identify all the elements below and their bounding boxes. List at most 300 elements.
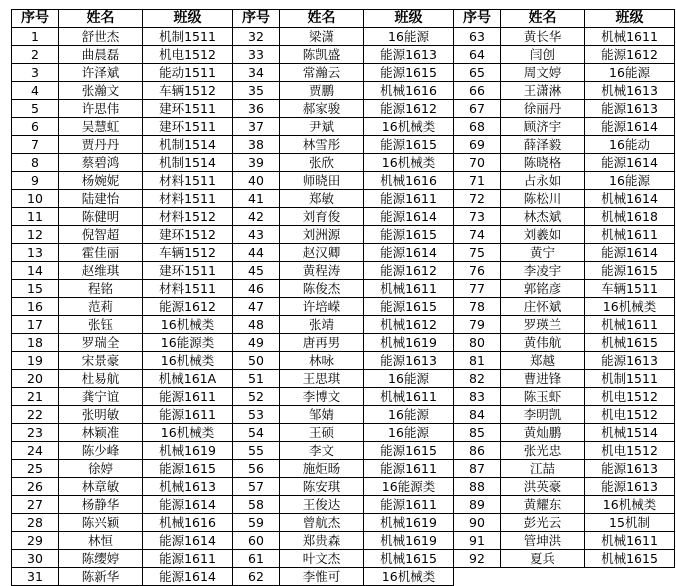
table-row <box>12 244 675 262</box>
cell-no: 26 <box>12 478 59 496</box>
cell-no: 90 <box>454 514 501 532</box>
cell-no: 9 <box>12 172 59 190</box>
table-row <box>12 46 675 64</box>
cell-no: 1 <box>12 28 59 46</box>
cell-name: 陈凯盛 <box>280 46 364 64</box>
cell-no: 66 <box>454 82 501 100</box>
cell-class: 15机制 <box>585 514 675 532</box>
cell-class: 机械1611 <box>585 226 675 244</box>
cell-class: 能源1613 <box>364 46 454 64</box>
table-row <box>12 280 675 298</box>
cell-name: 张瀚文 <box>59 82 143 100</box>
cell-name: 尹斌 <box>280 118 364 136</box>
cell-no: 50 <box>233 352 280 370</box>
table-row <box>12 514 675 532</box>
cell-name: 陈缨婷 <box>59 550 143 568</box>
cell-no: 52 <box>233 388 280 406</box>
cell-name: 林杰斌 <box>501 208 585 226</box>
cell-name: 刘羲如 <box>501 226 585 244</box>
cell-class: 16能源 <box>585 64 675 82</box>
cell-no: 57 <box>233 478 280 496</box>
table-row <box>12 172 675 190</box>
cell-name: 李文 <box>280 442 364 460</box>
cell-no: 21 <box>12 388 59 406</box>
cell-no: 2 <box>12 46 59 64</box>
cell-name: 黄程涛 <box>280 262 364 280</box>
cell-no: 88 <box>454 478 501 496</box>
cell-name: 王思琪 <box>280 370 364 388</box>
cell-no: 18 <box>12 334 59 352</box>
cell-no: 19 <box>12 352 59 370</box>
cell-no: 65 <box>454 64 501 82</box>
header-no: 序号 <box>233 10 280 28</box>
table-row <box>12 298 675 316</box>
cell-class: 能源1611 <box>364 496 454 514</box>
cell-name: 杨婉妮 <box>59 172 143 190</box>
cell-class: 车辆1512 <box>143 244 233 262</box>
cell-class: 机制1511 <box>143 28 233 46</box>
cell-no: 16 <box>12 298 59 316</box>
empty-cell <box>501 568 585 586</box>
cell-no: 56 <box>233 460 280 478</box>
cell-class: 能源1615 <box>364 64 454 82</box>
cell-no: 55 <box>233 442 280 460</box>
header-name: 姓名 <box>280 10 364 28</box>
cell-name: 黄宁 <box>501 244 585 262</box>
cell-class: 机械1612 <box>364 316 454 334</box>
student-roster-table <box>11 9 675 586</box>
table-row <box>12 190 675 208</box>
cell-no: 12 <box>12 226 59 244</box>
table-row <box>12 136 675 154</box>
cell-class: 机械1619 <box>364 334 454 352</box>
cell-name: 罗瑛兰 <box>501 316 585 334</box>
cell-no: 41 <box>233 190 280 208</box>
cell-name: 范莉 <box>59 298 143 316</box>
cell-class: 16机械类 <box>143 352 233 370</box>
table-row <box>12 478 675 496</box>
cell-name: 贾鹏 <box>280 82 364 100</box>
cell-no: 61 <box>233 550 280 568</box>
cell-name: 林雪彤 <box>280 136 364 154</box>
header-no: 序号 <box>12 10 59 28</box>
cell-class: 能源1614 <box>585 244 675 262</box>
cell-name: 黄伟航 <box>501 334 585 352</box>
table-row <box>12 100 675 118</box>
cell-no: 15 <box>12 280 59 298</box>
cell-class: 材料1511 <box>143 172 233 190</box>
cell-no: 24 <box>12 442 59 460</box>
cell-no: 86 <box>454 442 501 460</box>
header-name: 姓名 <box>501 10 585 28</box>
empty-cell <box>585 568 675 586</box>
cell-no: 67 <box>454 100 501 118</box>
cell-no: 30 <box>12 550 59 568</box>
cell-class: 能源1613 <box>364 352 454 370</box>
cell-name: 张明敏 <box>59 406 143 424</box>
cell-no: 47 <box>233 298 280 316</box>
cell-class: 能源1613 <box>585 100 675 118</box>
cell-class: 16能源 <box>364 424 454 442</box>
cell-name: 贾丹丹 <box>59 136 143 154</box>
cell-no: 91 <box>454 532 501 550</box>
cell-class: 建环1511 <box>143 100 233 118</box>
cell-class: 能源1613 <box>585 478 675 496</box>
cell-name: 张钰 <box>59 316 143 334</box>
cell-no: 51 <box>233 370 280 388</box>
cell-name: 彭光云 <box>501 514 585 532</box>
cell-class: 机械161A <box>143 370 233 388</box>
cell-class: 16机械类 <box>364 568 454 586</box>
cell-no: 78 <box>454 298 501 316</box>
cell-name: 陈玉虾 <box>501 388 585 406</box>
cell-class: 16能源 <box>364 28 454 46</box>
cell-no: 64 <box>454 46 501 64</box>
cell-name: 施炬旸 <box>280 460 364 478</box>
cell-name: 陈俊杰 <box>280 280 364 298</box>
cell-class: 16能源类 <box>364 478 454 496</box>
cell-class: 机械1615 <box>585 550 675 568</box>
cell-no: 35 <box>233 82 280 100</box>
cell-no: 49 <box>233 334 280 352</box>
cell-name: 夏兵 <box>501 550 585 568</box>
cell-no: 4 <box>12 82 59 100</box>
cell-name: 刘育俊 <box>280 208 364 226</box>
cell-name: 许培嵘 <box>280 298 364 316</box>
cell-name: 郑敏 <box>280 190 364 208</box>
cell-no: 33 <box>233 46 280 64</box>
header-class: 班级 <box>364 10 454 28</box>
cell-class: 机械1613 <box>143 478 233 496</box>
cell-name: 薛泽毅 <box>501 136 585 154</box>
cell-class: 能源1615 <box>364 226 454 244</box>
cell-class: 机电1512 <box>585 388 675 406</box>
cell-no: 92 <box>454 550 501 568</box>
cell-name: 梁潇 <box>280 28 364 46</box>
cell-no: 36 <box>233 100 280 118</box>
cell-no: 40 <box>233 172 280 190</box>
cell-no: 69 <box>454 136 501 154</box>
table-row <box>12 226 675 244</box>
cell-no: 25 <box>12 460 59 478</box>
cell-class: 16能源 <box>585 172 675 190</box>
cell-class: 能源1611 <box>143 406 233 424</box>
table-row <box>12 118 675 136</box>
cell-class: 机械1619 <box>364 532 454 550</box>
cell-class: 能源1614 <box>143 532 233 550</box>
cell-class: 16机械类 <box>585 298 675 316</box>
table-row <box>12 550 675 568</box>
cell-no: 81 <box>454 352 501 370</box>
cell-name: 徐丽丹 <box>501 100 585 118</box>
cell-class: 车辆1511 <box>585 280 675 298</box>
cell-class: 机械1619 <box>364 514 454 532</box>
cell-name: 张靖 <box>280 316 364 334</box>
cell-name: 郑越 <box>501 352 585 370</box>
cell-class: 机械1615 <box>364 550 454 568</box>
cell-class: 机械1616 <box>143 514 233 532</box>
table-row <box>12 154 675 172</box>
cell-class: 机械1618 <box>585 208 675 226</box>
cell-no: 76 <box>454 262 501 280</box>
cell-class: 能源1612 <box>364 100 454 118</box>
cell-name: 李明凯 <box>501 406 585 424</box>
cell-class: 车辆1512 <box>143 82 233 100</box>
cell-name: 林颖准 <box>59 424 143 442</box>
cell-no: 44 <box>233 244 280 262</box>
cell-name: 陈健明 <box>59 208 143 226</box>
header-name: 姓名 <box>59 10 143 28</box>
cell-class: 建环1511 <box>143 118 233 136</box>
cell-no: 58 <box>233 496 280 514</box>
cell-class: 能源1611 <box>364 460 454 478</box>
cell-name: 陈新华 <box>59 568 143 586</box>
table-row <box>12 406 675 424</box>
cell-no: 6 <box>12 118 59 136</box>
cell-no: 89 <box>454 496 501 514</box>
cell-class: 机械1611 <box>364 388 454 406</box>
table-row <box>12 568 675 586</box>
cell-class: 材料1511 <box>143 280 233 298</box>
cell-class: 16能动 <box>585 136 675 154</box>
table-row <box>12 262 675 280</box>
cell-class: 机械1611 <box>585 316 675 334</box>
table-row <box>12 334 675 352</box>
cell-name: 王俊达 <box>280 496 364 514</box>
header-class: 班级 <box>585 10 675 28</box>
cell-name: 黄灿鹏 <box>501 424 585 442</box>
cell-no: 85 <box>454 424 501 442</box>
cell-class: 机械1514 <box>585 424 675 442</box>
table-row <box>12 460 675 478</box>
cell-class: 能源1614 <box>143 568 233 586</box>
cell-name: 李博文 <box>280 388 364 406</box>
cell-no: 77 <box>454 280 501 298</box>
cell-no: 70 <box>454 154 501 172</box>
cell-name: 邹婧 <box>280 406 364 424</box>
cell-name: 管坤洪 <box>501 532 585 550</box>
cell-class: 材料1511 <box>143 190 233 208</box>
cell-class: 能源1614 <box>585 118 675 136</box>
cell-no: 74 <box>454 226 501 244</box>
cell-no: 22 <box>12 406 59 424</box>
cell-no: 14 <box>12 262 59 280</box>
cell-name: 郭铭彦 <box>501 280 585 298</box>
cell-name: 杨静华 <box>59 496 143 514</box>
cell-name: 叶文杰 <box>280 550 364 568</box>
cell-class: 能源1611 <box>143 550 233 568</box>
cell-class: 能动1511 <box>143 64 233 82</box>
cell-class: 能源1614 <box>364 244 454 262</box>
cell-class: 能源1615 <box>364 136 454 154</box>
cell-name: 王硕 <box>280 424 364 442</box>
cell-name: 闫创 <box>501 46 585 64</box>
cell-class: 能源1613 <box>585 460 675 478</box>
cell-name: 倪智超 <box>59 226 143 244</box>
header-class: 班级 <box>143 10 233 28</box>
cell-name: 许思伟 <box>59 100 143 118</box>
cell-name: 宋景豪 <box>59 352 143 370</box>
table-row <box>12 82 675 100</box>
cell-name: 霍佳丽 <box>59 244 143 262</box>
cell-name: 吴慧虹 <box>59 118 143 136</box>
cell-class: 能源1612 <box>364 262 454 280</box>
cell-class: 能源1614 <box>364 208 454 226</box>
table-row <box>12 28 675 46</box>
cell-class: 16能源类 <box>143 334 233 352</box>
cell-class: 机械1619 <box>143 442 233 460</box>
table-row <box>12 316 675 334</box>
cell-no: 7 <box>12 136 59 154</box>
cell-class: 能源1614 <box>143 496 233 514</box>
table-row <box>12 496 675 514</box>
cell-class: 能源1612 <box>143 298 233 316</box>
table-row <box>12 64 675 82</box>
cell-no: 32 <box>233 28 280 46</box>
table-row <box>12 208 675 226</box>
cell-name: 林咏 <box>280 352 364 370</box>
cell-name: 蔡碧鸿 <box>59 154 143 172</box>
cell-no: 42 <box>233 208 280 226</box>
cell-class: 能源1611 <box>143 388 233 406</box>
cell-name: 徐婷 <box>59 460 143 478</box>
cell-class: 机械1611 <box>364 280 454 298</box>
cell-class: 建环1512 <box>143 226 233 244</box>
cell-no: 72 <box>454 190 501 208</box>
cell-name: 陈少峰 <box>59 442 143 460</box>
cell-name: 张欣 <box>280 154 364 172</box>
cell-no: 73 <box>454 208 501 226</box>
cell-class: 能源1615 <box>364 442 454 460</box>
cell-no: 68 <box>454 118 501 136</box>
cell-no: 31 <box>12 568 59 586</box>
cell-no: 75 <box>454 244 501 262</box>
cell-class: 能源1614 <box>585 154 675 172</box>
cell-no: 71 <box>454 172 501 190</box>
cell-no: 34 <box>233 64 280 82</box>
cell-no: 87 <box>454 460 501 478</box>
cell-no: 63 <box>454 28 501 46</box>
table-row <box>12 424 675 442</box>
cell-no: 59 <box>233 514 280 532</box>
cell-name: 舒世杰 <box>59 28 143 46</box>
cell-no: 13 <box>12 244 59 262</box>
cell-name: 顾济宇 <box>501 118 585 136</box>
cell-class: 能源1615 <box>585 262 675 280</box>
table-row <box>12 532 675 550</box>
cell-name: 杜易航 <box>59 370 143 388</box>
cell-name: 庄怀斌 <box>501 298 585 316</box>
cell-class: 能源1615 <box>364 298 454 316</box>
cell-name: 黄耀东 <box>501 496 585 514</box>
cell-no: 10 <box>12 190 59 208</box>
cell-class: 机械1616 <box>364 172 454 190</box>
cell-name: 曲晨磊 <box>59 46 143 64</box>
cell-no: 39 <box>233 154 280 172</box>
cell-no: 27 <box>12 496 59 514</box>
cell-no: 29 <box>12 532 59 550</box>
cell-class: 机制1511 <box>585 370 675 388</box>
cell-no: 8 <box>12 154 59 172</box>
cell-class: 能源1613 <box>585 352 675 370</box>
header-no: 序号 <box>454 10 501 28</box>
cell-name: 占永如 <box>501 172 585 190</box>
cell-class: 能源1615 <box>143 460 233 478</box>
cell-class: 16机械类 <box>143 316 233 334</box>
cell-name: 张光忠 <box>501 442 585 460</box>
cell-no: 23 <box>12 424 59 442</box>
cell-name: 许泽斌 <box>59 64 143 82</box>
cell-name: 陈松川 <box>501 190 585 208</box>
table-row <box>12 388 675 406</box>
cell-class: 机电1512 <box>585 442 675 460</box>
cell-name: 赵维琪 <box>59 262 143 280</box>
cell-no: 80 <box>454 334 501 352</box>
cell-name: 常瀚云 <box>280 64 364 82</box>
cell-no: 53 <box>233 406 280 424</box>
cell-name: 李惟可 <box>280 568 364 586</box>
cell-class: 材料1512 <box>143 208 233 226</box>
cell-class: 16机械类 <box>364 154 454 172</box>
cell-class: 16机械类 <box>143 424 233 442</box>
cell-class: 机电1512 <box>585 406 675 424</box>
cell-name: 林恒 <box>59 532 143 550</box>
cell-class: 机制1514 <box>143 136 233 154</box>
cell-name: 刘洲源 <box>280 226 364 244</box>
cell-class: 16能源 <box>364 406 454 424</box>
cell-no: 62 <box>233 568 280 586</box>
table-row <box>12 352 675 370</box>
cell-name: 洪英豪 <box>501 478 585 496</box>
cell-no: 43 <box>233 226 280 244</box>
cell-name: 周文婷 <box>501 64 585 82</box>
cell-no: 45 <box>233 262 280 280</box>
cell-class: 16机械类 <box>585 496 675 514</box>
cell-class: 机械1613 <box>585 82 675 100</box>
cell-name: 陈晓格 <box>501 154 585 172</box>
cell-no: 84 <box>454 406 501 424</box>
cell-class: 机械1615 <box>585 334 675 352</box>
cell-name: 李凌宇 <box>501 262 585 280</box>
cell-name: 曹进锋 <box>501 370 585 388</box>
cell-name: 陈安琪 <box>280 478 364 496</box>
cell-no: 83 <box>454 388 501 406</box>
cell-no: 11 <box>12 208 59 226</box>
cell-class: 机电1512 <box>143 46 233 64</box>
cell-no: 60 <box>233 532 280 550</box>
cell-no: 3 <box>12 64 59 82</box>
cell-name: 罗瑞全 <box>59 334 143 352</box>
cell-no: 38 <box>233 136 280 154</box>
table-row <box>12 370 675 388</box>
cell-class: 机械1611 <box>585 28 675 46</box>
cell-name: 曾航杰 <box>280 514 364 532</box>
cell-name: 师晓田 <box>280 172 364 190</box>
cell-class: 机制1514 <box>143 154 233 172</box>
cell-name: 林章敏 <box>59 478 143 496</box>
cell-no: 17 <box>12 316 59 334</box>
cell-name: 江喆 <box>501 460 585 478</box>
cell-name: 陈兴颖 <box>59 514 143 532</box>
cell-name: 王潇淋 <box>501 82 585 100</box>
cell-class: 能源1612 <box>585 46 675 64</box>
cell-no: 46 <box>233 280 280 298</box>
cell-name: 龚宁谊 <box>59 388 143 406</box>
cell-class: 机械1611 <box>585 532 675 550</box>
table-row <box>12 442 675 460</box>
cell-name: 郑贵森 <box>280 532 364 550</box>
cell-no: 20 <box>12 370 59 388</box>
